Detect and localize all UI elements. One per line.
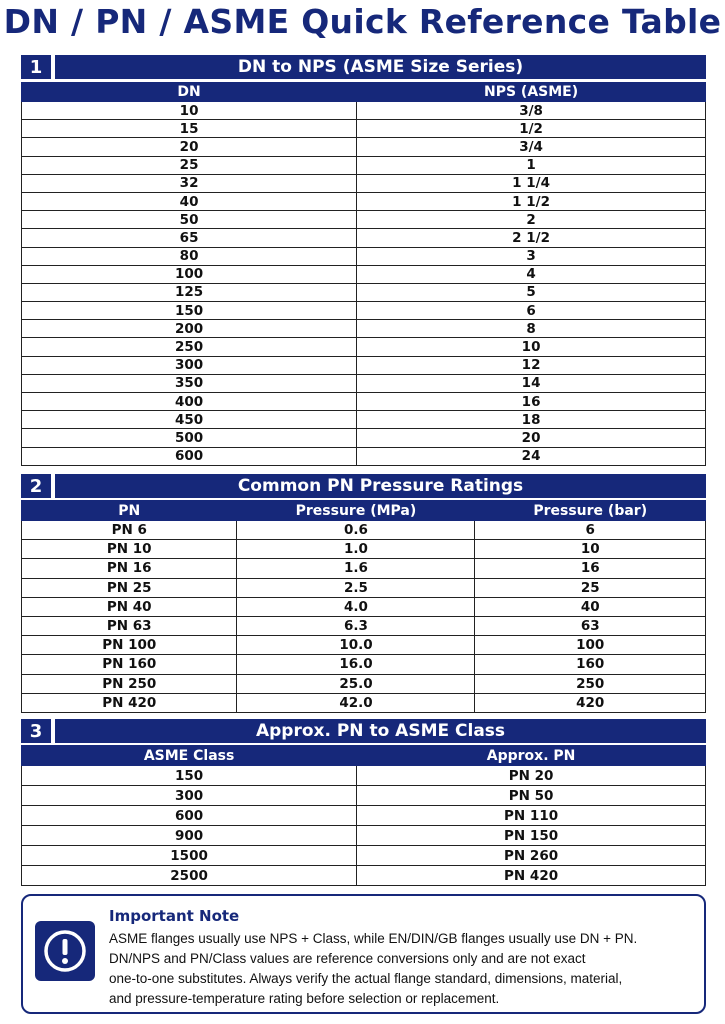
table-cell: PN 40 [22, 597, 237, 616]
table-row [22, 302, 706, 320]
table-row [22, 429, 706, 447]
table-cell: 2500 [22, 866, 357, 886]
column-header: PN [22, 501, 237, 521]
note-line: one-to-one substitutes. Always verify the actual flange standard, dimensions, material, [109, 971, 623, 986]
table-cell: 4 [357, 265, 706, 283]
table-row [22, 320, 706, 338]
table-cell: 300 [22, 786, 357, 806]
table-header-row [22, 83, 706, 102]
table-cell: PN 100 [22, 636, 237, 655]
note-line: and pressure-temperature rating before selection or replacement. [109, 991, 500, 1006]
table-row [22, 636, 706, 655]
table-cell: 16 [475, 559, 706, 578]
table-cell: 420 [475, 693, 706, 712]
table-cell: PN 6 [22, 521, 237, 540]
table-cell: 25 [475, 578, 706, 597]
table-cell: 1.6 [237, 559, 475, 578]
table-header-row [22, 501, 706, 521]
table-cell: 100 [22, 265, 357, 283]
table-row [22, 540, 706, 559]
table-cell: 0.6 [237, 521, 475, 540]
table-cell: 400 [22, 393, 357, 411]
table-cell: 1 [357, 156, 706, 174]
table-cell: 3/8 [357, 102, 706, 120]
table-cell: 24 [357, 447, 706, 465]
table-row [22, 120, 706, 138]
section-3-header [21, 719, 706, 743]
table-row [22, 265, 706, 283]
table-cell: 1 1/4 [357, 174, 706, 192]
table-cell: 600 [22, 447, 357, 465]
table-cell: 6.3 [237, 616, 475, 635]
note-title: Important Note [109, 907, 240, 925]
table-row [22, 866, 706, 886]
important-note-box [21, 894, 706, 1014]
table-row [22, 559, 706, 578]
dn-to-nps-table [21, 82, 706, 466]
note-line: DN/NPS and PN/Class values are reference conversions only and are not exact [109, 951, 586, 966]
table-row [22, 338, 706, 356]
section-3-number: 3 [21, 719, 51, 743]
table-row [22, 229, 706, 247]
column-header: ASME Class [22, 746, 357, 766]
table-row [22, 597, 706, 616]
table-cell: PN 20 [357, 766, 706, 786]
table-cell: 350 [22, 374, 357, 392]
pn-to-asme-class-table [21, 745, 706, 886]
table-cell: PN 150 [357, 826, 706, 846]
table-cell: 10.0 [237, 636, 475, 655]
table-cell: 200 [22, 320, 357, 338]
table-cell: 18 [357, 411, 706, 429]
table-cell: 8 [357, 320, 706, 338]
section-1-header [21, 55, 706, 79]
table-cell: PN 420 [357, 866, 706, 886]
section-2-number: 2 [21, 474, 51, 498]
table-cell: 6 [475, 521, 706, 540]
table-row [22, 174, 706, 192]
table-row [22, 356, 706, 374]
table-cell: 15 [22, 120, 357, 138]
table-cell: PN 16 [22, 559, 237, 578]
table-cell: PN 25 [22, 578, 237, 597]
table-row [22, 102, 706, 120]
table-cell: PN 250 [22, 674, 237, 693]
table-row [22, 693, 706, 712]
column-header: Pressure (MPa) [237, 501, 475, 521]
table-cell: 10 [475, 540, 706, 559]
table-cell: 25.0 [237, 674, 475, 693]
note-line: ASME flanges usually use NPS + Class, while EN/DIN/GB flanges usually use DN + PN. [109, 931, 638, 946]
table-cell: PN 50 [357, 786, 706, 806]
table-cell: 4.0 [237, 597, 475, 616]
table-cell: 40 [475, 597, 706, 616]
table-cell: 16 [357, 393, 706, 411]
table-cell: 12 [357, 356, 706, 374]
table-row [22, 447, 706, 465]
column-header: DN [22, 83, 357, 102]
table-cell: 63 [475, 616, 706, 635]
table-cell: 80 [22, 247, 357, 265]
table-row [22, 192, 706, 210]
table-cell: 16.0 [237, 655, 475, 674]
pn-pressure-table [21, 500, 706, 713]
section-2-header [21, 474, 706, 498]
table-cell: 42.0 [237, 693, 475, 712]
table-row [22, 211, 706, 229]
table-cell: 2 [357, 211, 706, 229]
section-2-title: Common PN Pressure Ratings [55, 474, 706, 498]
table-row [22, 616, 706, 635]
table-cell: 2.5 [237, 578, 475, 597]
note-body [109, 929, 694, 1009]
table-cell: PN 63 [22, 616, 237, 635]
table-cell: 1.0 [237, 540, 475, 559]
table-row [22, 655, 706, 674]
table-cell: 125 [22, 283, 357, 301]
table-cell: 1/2 [357, 120, 706, 138]
table-header-row [22, 746, 706, 766]
table-cell: 10 [357, 338, 706, 356]
table-cell: 900 [22, 826, 357, 846]
table-cell: 14 [357, 374, 706, 392]
table-cell: 600 [22, 806, 357, 826]
table-cell: 1500 [22, 846, 357, 866]
table-cell: 50 [22, 211, 357, 229]
table-cell: 20 [357, 429, 706, 447]
table-row [22, 411, 706, 429]
page-title: DN / PN / ASME Quick Reference Table [3, 2, 722, 41]
table-cell: 3/4 [357, 138, 706, 156]
column-header: Pressure (bar) [475, 501, 706, 521]
column-header: NPS (ASME) [357, 83, 706, 102]
table-cell: 250 [22, 338, 357, 356]
table-cell: PN 260 [357, 846, 706, 866]
table-cell: 65 [22, 229, 357, 247]
table-cell: 2 1/2 [357, 229, 706, 247]
section-1-number: 1 [21, 55, 51, 79]
table-row [22, 846, 706, 866]
table-row [22, 578, 706, 597]
table-row [22, 806, 706, 826]
table-cell: 450 [22, 411, 357, 429]
table-cell: 100 [475, 636, 706, 655]
table-row [22, 521, 706, 540]
table-row [22, 826, 706, 846]
table-cell: 150 [22, 766, 357, 786]
table-row [22, 374, 706, 392]
table-cell: PN 160 [22, 655, 237, 674]
table-cell: PN 10 [22, 540, 237, 559]
table-row [22, 786, 706, 806]
table-cell: PN 420 [22, 693, 237, 712]
section-1-title: DN to NPS (ASME Size Series) [55, 55, 706, 79]
section-3-title: Approx. PN to ASME Class [55, 719, 706, 743]
table-cell: 3 [357, 247, 706, 265]
table-cell: 5 [357, 283, 706, 301]
table-cell: 1 1/2 [357, 192, 706, 210]
table-cell: 500 [22, 429, 357, 447]
table-cell: 250 [475, 674, 706, 693]
table-cell: 25 [22, 156, 357, 174]
table-cell: 300 [22, 356, 357, 374]
table-cell: 6 [357, 302, 706, 320]
table-row [22, 283, 706, 301]
table-cell: 32 [22, 174, 357, 192]
table-row [22, 138, 706, 156]
column-header: Approx. PN [357, 746, 706, 766]
table-cell: 150 [22, 302, 357, 320]
exclamation-circle-icon [35, 921, 95, 981]
table-cell: PN 110 [357, 806, 706, 826]
table-row [22, 156, 706, 174]
table-cell: 20 [22, 138, 357, 156]
table-cell: 40 [22, 192, 357, 210]
table-row [22, 247, 706, 265]
table-cell: 160 [475, 655, 706, 674]
table-row [22, 393, 706, 411]
table-row [22, 674, 706, 693]
table-row [22, 766, 706, 786]
table-cell: 10 [22, 102, 357, 120]
